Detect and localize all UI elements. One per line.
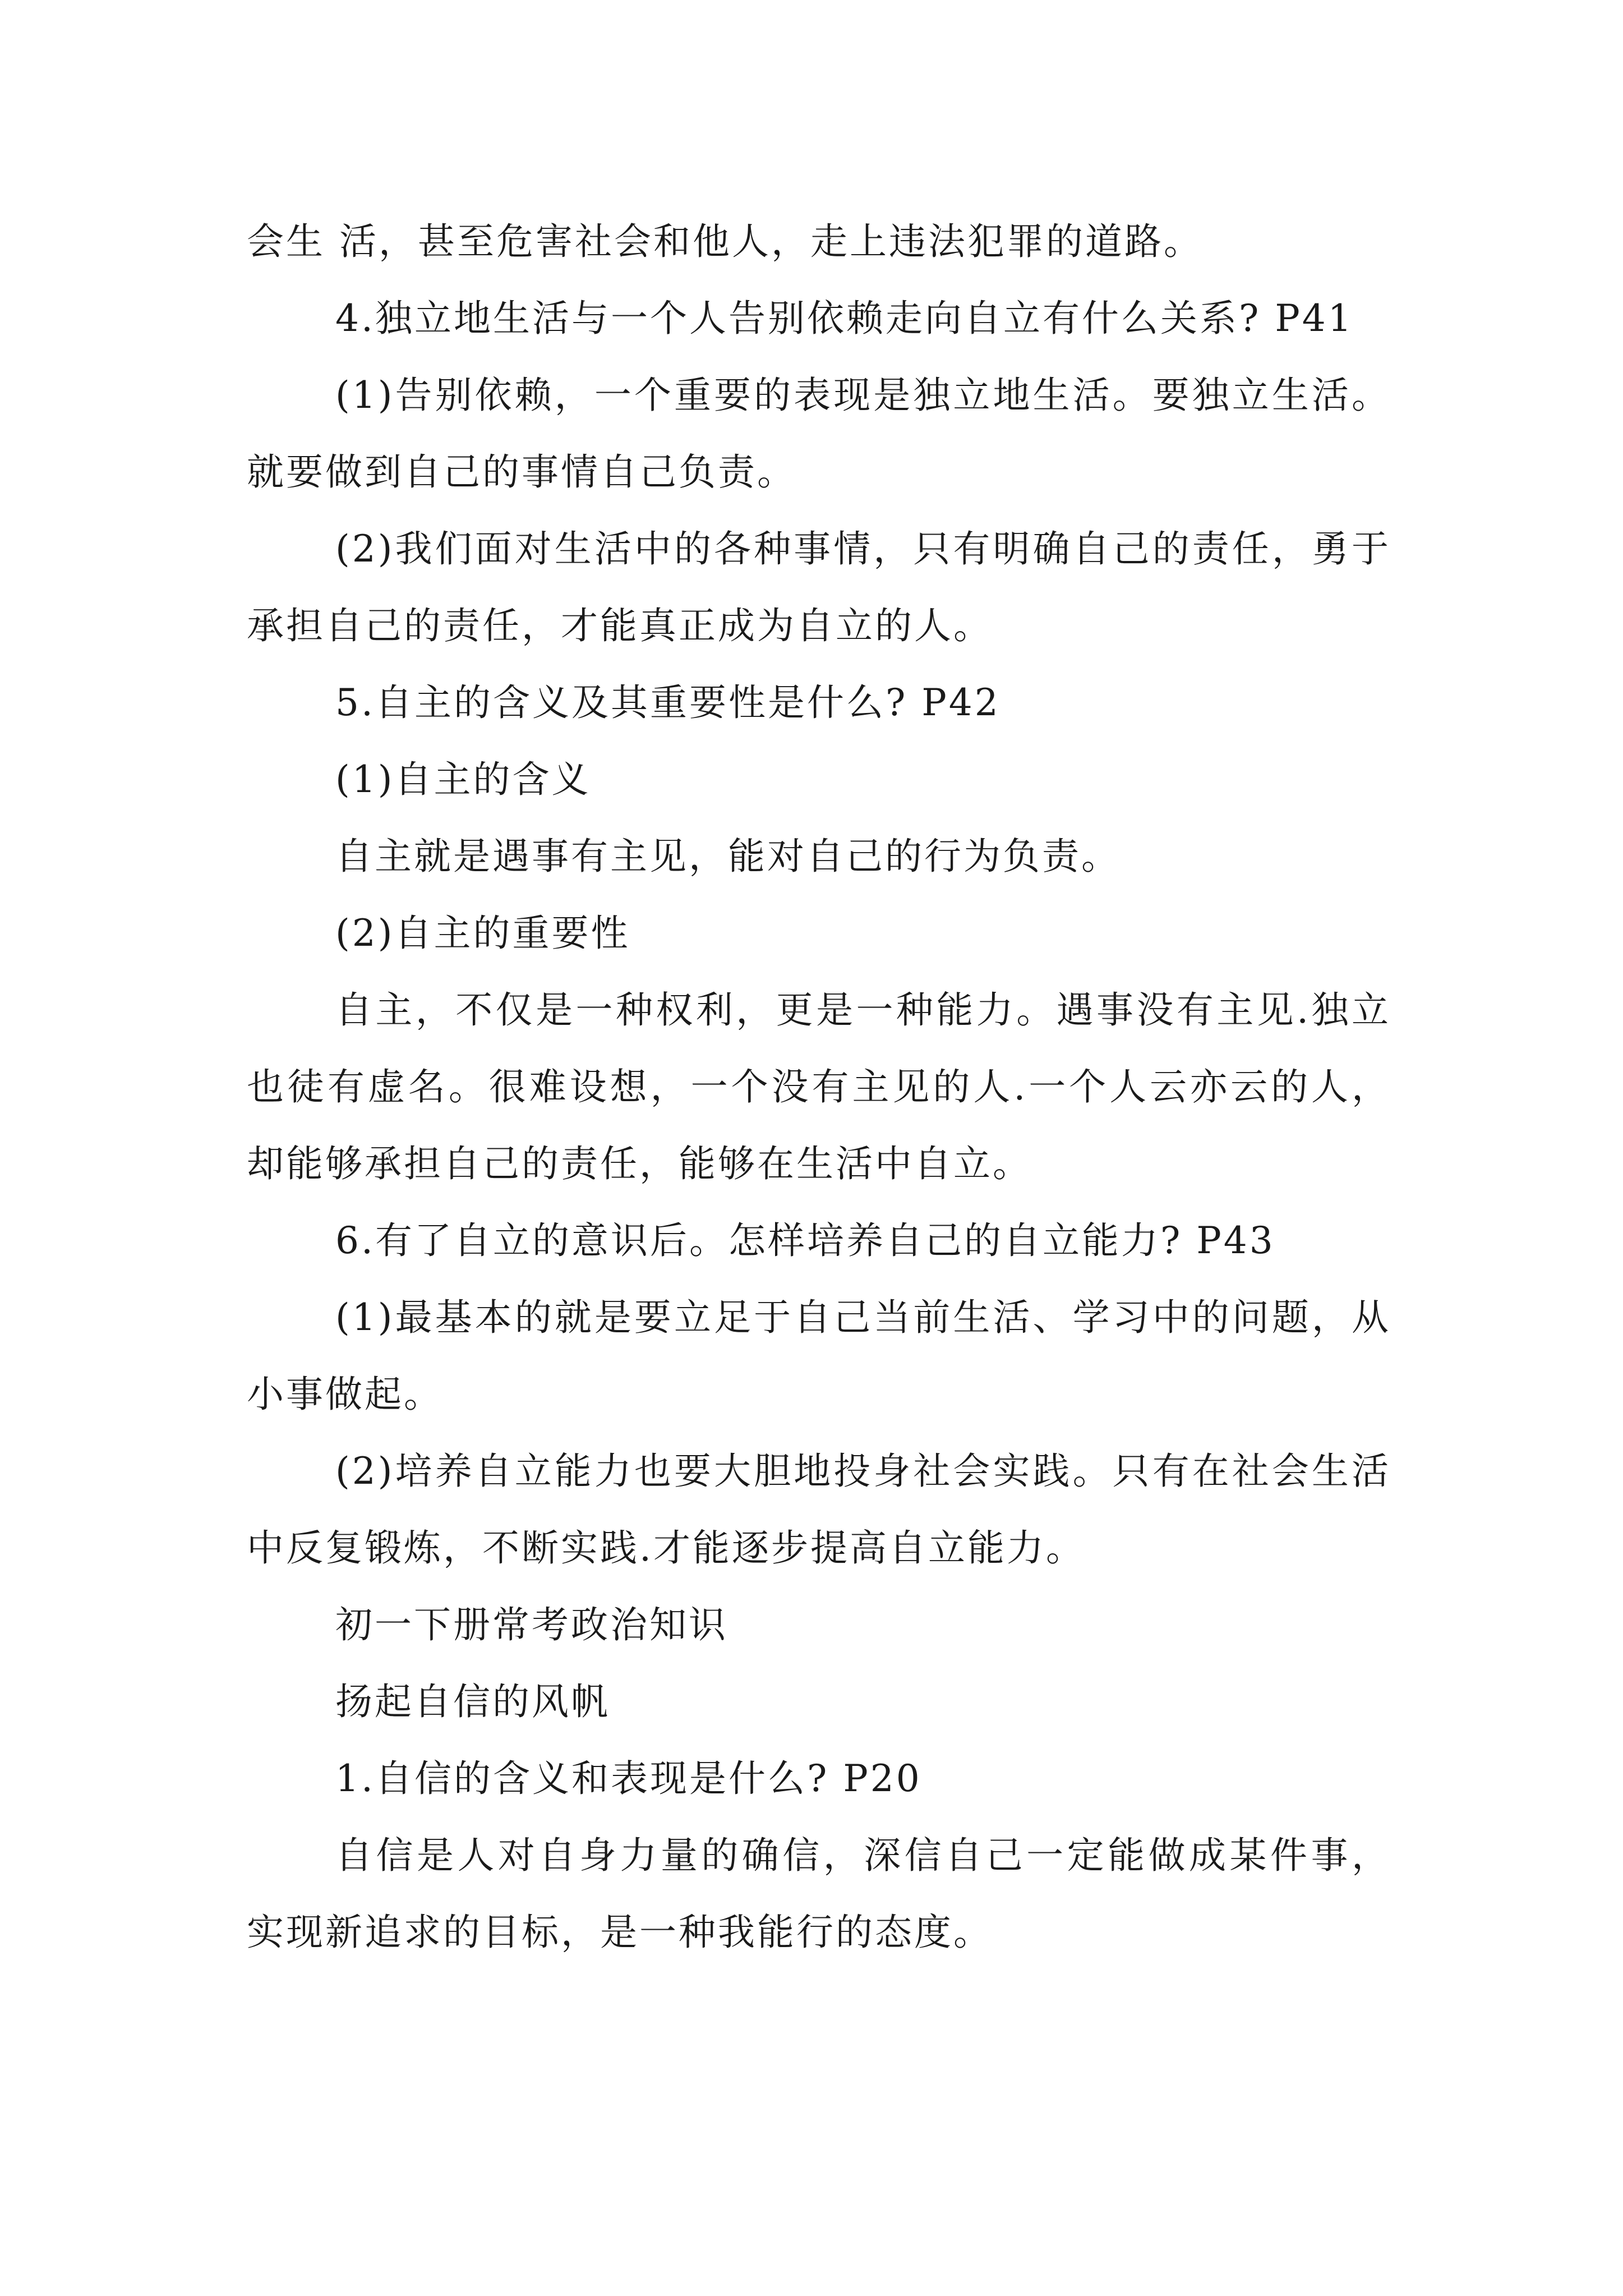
- question-4-heading: 4.独立地生活与一个人告别依赖走向自立有什么关系? P41: [335, 297, 1354, 340]
- question-5-answer-2: 自主，不仅是一种权利，更是一种能力。遇事没有主见.独立也徒有虚名。很难设想，一个没有主见的人.一个人云亦云的人，却能够承担自己的责任，能够在生活中自立。: [247, 988, 1391, 1185]
- question-4-point-2: (2)我们面对生活中的各种事情，只有明确自己的责任，勇于承担自己的责任，才能真正成为自立的人。: [247, 527, 1391, 647]
- question-5-answer-1: 自主就是遇事有主见，能对自己的行为负责。: [335, 835, 1121, 878]
- question-4-point-1: (1)告别依赖，一个重要的表现是独立地生活。要独立生活。就要做到自己的事情自己负责。: [247, 374, 1391, 494]
- question-5-heading: 5.自主的含义及其重要性是什么? P42: [335, 681, 1000, 724]
- question-5-subheading-1: (1)自主的含义: [335, 758, 591, 801]
- question-6-point-1: (1)最基本的就是要立足于自己当前生活、学习中的问题，从小事做起。: [247, 1296, 1391, 1416]
- question-5-subheading-2: (2)自主的重要性: [335, 912, 630, 955]
- question-1-answer: 自信是人对自身力量的确信，深信自己一定能做成某件事，实现新追求的目标，是一种我能行的态度。: [247, 1834, 1391, 1954]
- question-6-point-2: (2)培养自立能力也要大胆地投身社会实践。只有在社会生活中反复锻炼，不断实践.才能逐步提高自立能力。: [247, 1450, 1391, 1570]
- document-body: [247, 203, 1391, 1971]
- question-6-heading: 6.有了自立的意识后。怎样培养自己的自立能力? P43: [335, 1219, 1275, 1262]
- unit-title: 扬起自信的风帆: [335, 1680, 610, 1723]
- paragraph-continuation: 会生 活，甚至危害社会和他人，走上违法犯罪的道路。: [247, 220, 1203, 263]
- question-1-heading: 1.自信的含义和表现是什么? P20: [335, 1757, 922, 1800]
- section-title: 初一下册常考政治知识: [335, 1603, 728, 1646]
